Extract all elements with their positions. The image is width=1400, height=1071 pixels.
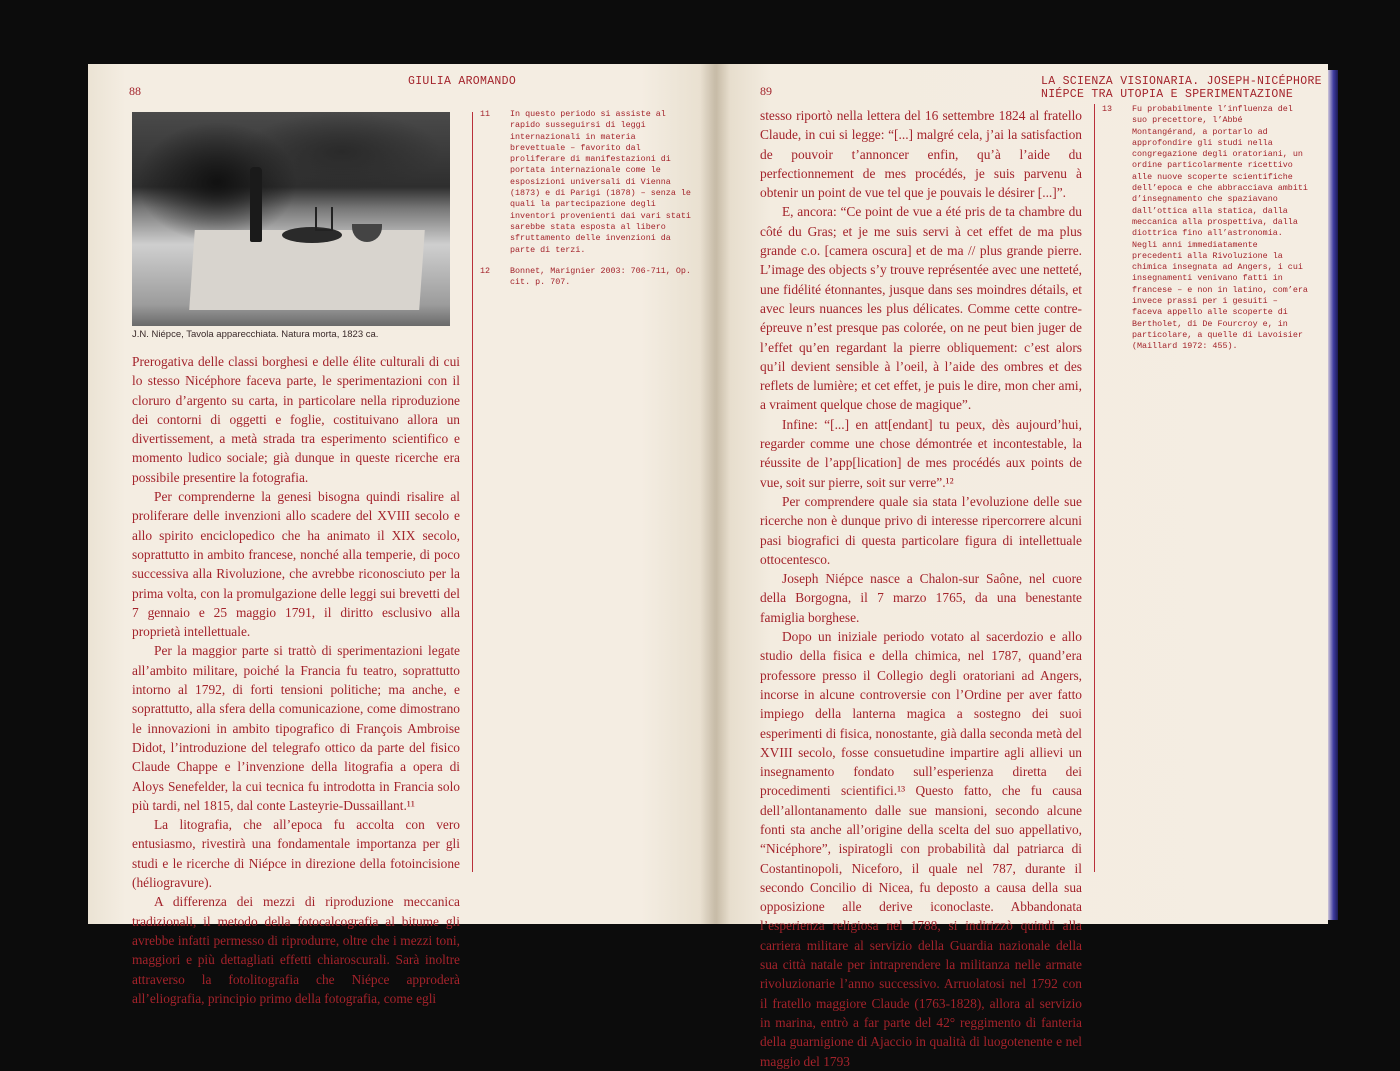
paragraph: Dopo un iniziale periodo votato al sacerdozio e allo studio della fisica e della chimica, nel 1787, quand’era professore presso il Collegio degli oratoriani ad Angers, incorse in alcune controversie con l’Ordine per aver fatto impiego della lanterna magica a sostegno dei suoi esperimenti di fisica, nonostante, già dalla seconda metà del XVIII secolo, fosse consuetudine impartire agli allievi un insegnamento fondato sull’esperienza diretta dei procedimenti scientifici.¹³ Questo fatto, che fu causa dell’allontanamento dalle sue mansioni, secondo alcune fonti sta anche all’origine della scelta del suo appellativo, “Nicéphore”, ispiratogli con probabilità dal patriarca di Costantinopoli, Niceforo, il quale nel 787, durante il secondo Concilio di Nicea, fu deposto a causa della sua opposizione alle derive iconoclaste. Abbandonata l’esperienza religiosa nel 1788, si indirizzò quindi alla carriera militare al servizio della Guardia nazionale della sua città natale per intraprendere la militanza nelle armate rivoluzionarie l’anno successivo. Arruolatosi nel 1792 con il fratello maggiore Claude (1763-1828), allora al servizio in marina, entrò a far parte del 42° reggimento di fanteria della guarnigione di Ajaccio in qualità di luogotenente e nel maggio del 1793: [760, 629, 1082, 1069]
column-rule-right: [1094, 104, 1095, 872]
paragraph: Joseph Niépce nasce a Chalon-sur Saône, nel cuore della Borgogna, il 7 marzo 1765, da una benestante famiglia borghese.: [760, 571, 1082, 625]
paragraph: E, ancora: “Ce point de vue a été pris de ta chambre du côté du Gras; et je me suis servi à cet effet de ma plus grande c.o. [camera oscura] et de ma // plus grande pierre. L’image des objects s’y trouve représentée avec une netteté, une fidélité étonnantes, jusque dans ses moindres détails, et avec leurs nuances les plus délicates. Comme cette contre-épreuve n’est presque pas colorée, on ne peut bien juger de l’effet qu’en regardant la pierre obliquement: c’est alors qu’il devient sensible à l’oeil, à l’aide des ombres et des reflets de lumière; et cet effet, je puis le dire, mon cher ami, a vraiment quelque chose de magique”.: [760, 204, 1082, 413]
page-number-left: 88: [129, 84, 141, 98]
book-spread: [88, 64, 1338, 1069]
column-rule-left: [472, 112, 473, 872]
running-head-left: GIULIA AROMANDO: [408, 75, 517, 88]
book-gutter: [700, 64, 730, 924]
footnote-13: 13 Fu probabilmente l’influenza del suo precettore, l’Abbé Montangérand, a portarlo ad approfondire gli studi nella congregazione degli oratoriani, un ordine particolarmente ricettivo alle nuove scoperte scientifiche dell’epoca e che abbracciava ambiti d’insegnamento che spaziavano dall’ottica alla statica, dalla meccanica alla prospettiva, dalla diottrica fino all’astronomia. Negli anni immediatamente precedenti alla Rivoluzione la chimica insegnata ad Angers, i cui insegnamenti venivano fatti in francese – e non in latino, com’era invece prassi per i gesuiti – faceva appello alle scoperte di Bertholet, di De Fourcroy e, in particolare, a quelle di Lavoisier (Maillard 1972: 455).: [1102, 104, 1308, 352]
running-head-line: LA SCIENZA VISIONARIA. JOSEPH-NICÉPHORE: [1041, 75, 1322, 88]
paragraph: Per la maggior parte si trattò di sperimentazioni legate all’ambito militare, poiché la Francia fu teatro, soprattutto intorno al 1792, di forti tensioni politiche; ma anche, e soprattutto, alla sfera della comunicazione, come dimostrano le innovazioni in ambito tipografico di François Ambroise Didot, l’introduzione del telegrafo ottico da parte del fisico Claude Chappe e l’invenzione della litografia a opera di Aloys Senefelder, la cui tecnica fu introdotta in Francia solo più tardi, nel 1815, dal conte Lasteyrie-Dussaillant.¹¹: [132, 643, 460, 813]
running-head-right: [1041, 75, 1322, 101]
paragraph: Per comprendere quale sia stata l’evoluzione delle sue ricerche non è dunque privo di interesse ripercorrere alcuni pasi biografici di questa particolare figura di intellettuale ottocentesco.: [760, 493, 1082, 567]
footnote-11: 11 In questo periodo si assiste al rapido susseguirsi di leggi internazionali in materia brevettuale – favorito dal proliferare di manifestazioni di portata internazionale come le esposizioni universali di Vienna (1873) e di Parigi (1878) – senza le quali la partecipazione degli inventori provenienti dai vari stati sarebbe stata esposta al libero sfruttamento delle invenzioni da parte di terzi.: [480, 109, 691, 255]
footnotes-left: [480, 109, 695, 298]
left-page: [88, 64, 716, 1006]
page-number-right: 89: [760, 84, 772, 98]
photo-bottle: [250, 167, 262, 242]
paragraph: Prerogativa delle classi borghesi e delle élite culturali di cui lo stesso Nicéphore faceva parte, le sperimentazioni con il cloruro d’argento su carta, in particolare nella riproduzione dei contorni di oggetti e foglie, costituivano allora un divertissement, a metà strada tra esperimento scientifico e momento ludico sociale; già dunque in queste ricerche era possibile presentire la fotografia.: [132, 354, 460, 485]
running-head-line: NIÉPCE TRA UTOPIA E SPERIMENTAZIONE: [1041, 88, 1294, 101]
body-text-right: [760, 106, 1082, 1071]
photo-still-life: [132, 112, 450, 326]
body-text-left: [132, 352, 460, 1008]
figure-caption: J.N. Niépce, Tavola apparecchiata. Natura morta, 1823 ca.: [132, 329, 379, 340]
paragraph: La litografia, che all’epoca fu accolta con vero entusiasmo, rivestirà una fondamentale importanza per gli studi e le ricerche di Niépce in direzione della fotoincisione (héliogravure).: [132, 817, 460, 891]
paragraph: Infine: “[...] en att[endant] tu peux, dès aujourd’hui, regarder comme une chose démontrée et incontestable, la réussite de l’app[lication] de mes procédés aux points de vue, soit sur pierre, soit sur verre”.¹²: [760, 416, 1082, 490]
paragraph: Per comprenderne la genesi bisogna quindi risalire al proliferare delle invenzioni allo scadere del XVIII secolo e allo spirito enciclopedico che ha animato il XIX secolo, soprattutto in ambito francese, nonché alla temperie, di poco successiva alla Rivoluzione, che avrebbe riconosciuto per la prima volta, con la promulgazione delle leggi sui brevetti del 7 gennaio e 25 maggio 1791, il diritto esclusivo alla proprietà intellettuale.: [132, 489, 460, 640]
page-edge-stack: [1328, 70, 1338, 920]
footnotes-right: [1102, 104, 1308, 363]
photo-glass: [315, 207, 333, 231]
paragraph: stesso riportò nella lettera del 16 settembre 1824 al fratello Claude, in cui si legge: “[...] malgré cela, j’ai la satisfaction de pouvoir t’annoncer enfin, qu’à l’aide du perfectionnement de mes procédés, je suis parvenu à obtenir un point de vue tel que je pouvais le désirer [...]”.: [760, 108, 1082, 201]
footnote-12: 12 Bonnet, Marignier 2003: 706-711, Op. cit. p. 707.: [480, 265, 691, 288]
paragraph: A differenza dei mezzi di riproduzione meccanica tradizionali, il metodo della fotocalcografia al bitume gli avrebbe infatti permesso di riprodurre, oltre che i mezzi toni, maggiori e più dettagliati effetti chiaroscurali. Sarà inoltre attraverso la fotolitografia che Niépce approderà all’eliografia, principio primo della fotografia, come egli: [132, 894, 460, 1006]
right-page: [716, 64, 1328, 1069]
photo-dish: [282, 227, 342, 243]
